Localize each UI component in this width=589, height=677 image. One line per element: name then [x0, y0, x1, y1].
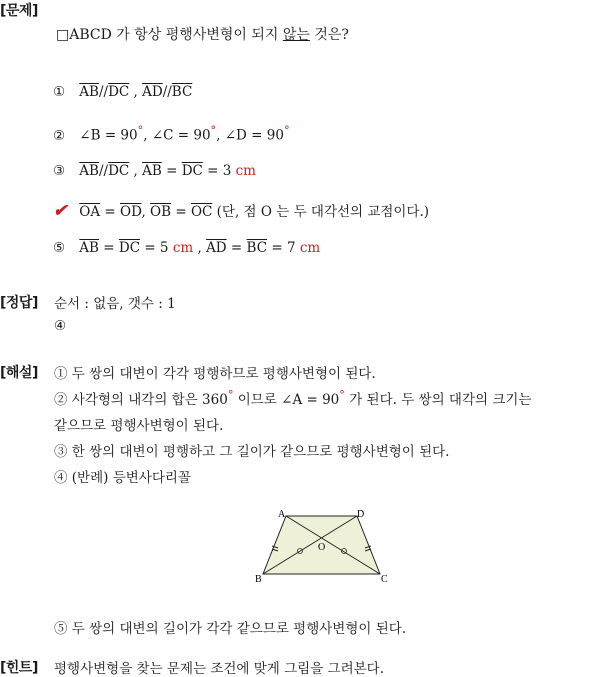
trapezoid-figure: [250, 506, 395, 588]
segment: $\overline{OC}$: [190, 204, 213, 220]
option-number: ②: [53, 127, 66, 144]
option-5: [53, 240, 320, 256]
sep: =: [98, 240, 119, 256]
explanation-line-5: ④ (반례) 등변사다리꼴: [54, 470, 191, 486]
sep: ,: [193, 240, 207, 256]
explanation-tag: [해설]: [0, 365, 38, 381]
segment: $\overline{DC}$: [108, 84, 130, 100]
option-4: [53, 200, 429, 221]
segment: $\overline{DC}$: [108, 163, 130, 179]
option-3: [53, 163, 256, 179]
segment: $\overline{AB}$: [79, 84, 99, 100]
sep: =: [100, 204, 121, 220]
sep: //: [98, 163, 109, 179]
segment: $\overline{AB}$: [142, 163, 162, 179]
question: [56, 24, 349, 44]
degree: °: [227, 388, 234, 402]
hint-text: 평행사변형을 찾는 문제는 조건에 맞게 그림을 그려본다.: [54, 661, 384, 677]
option-number: ①: [53, 84, 66, 100]
explanation-line-2: [54, 388, 531, 408]
segment: $\overline{DC}$: [118, 240, 141, 256]
label-d: D: [357, 509, 365, 520]
segment: $\overline{DC}$: [181, 163, 203, 179]
text: ② 사각형의 내각의 합은 360: [54, 392, 228, 408]
explanation-line-3: 같으므로 평행사변형이 된다.: [54, 418, 224, 434]
sep: ,: [141, 204, 151, 220]
check-icon: ✔: [53, 201, 68, 221]
segment: $\overline{OA}$: [79, 204, 101, 220]
text: ∠B = 90: [79, 127, 138, 144]
answer-tag: [정답]: [0, 295, 38, 311]
segment: $\overline{BC}$: [246, 240, 268, 256]
hint-tag: [힌트]: [0, 660, 38, 676]
sep: =: [226, 240, 247, 256]
sep: ,: [129, 84, 143, 100]
degree: °: [137, 124, 144, 137]
question-post: 것은?: [309, 27, 349, 43]
problem-tag: [문제]: [0, 3, 38, 19]
text: , ∠D = 90: [216, 127, 284, 144]
segment: $\overline{OB}$: [150, 204, 172, 220]
option-number: ③: [53, 163, 66, 179]
question-underline: 않는: [282, 27, 310, 43]
text: 이므로 ∠A = 90: [233, 392, 340, 408]
text: 가 된다. 두 쌍의 대각의 크기는: [344, 392, 532, 408]
text: = 5: [140, 240, 173, 256]
text: = 7: [267, 240, 300, 256]
question-pre: □ABCD 가 항상 평행사변형이 되지: [56, 27, 283, 43]
explanation-line-1: ① 두 쌍의 대변이 각각 평행하므로 평행사변형이 된다.: [54, 366, 376, 382]
unit: cm: [299, 240, 321, 256]
text: = 3: [202, 163, 236, 179]
explanation-line-4: ③ 한 쌍의 대변이 평행하고 그 길이가 같으므로 평행사변형이 된다.: [54, 444, 450, 460]
sep: ,: [129, 163, 143, 179]
segment: $\overline{AB}$: [79, 163, 99, 179]
label-c: C: [381, 574, 388, 585]
degree: °: [283, 124, 290, 137]
label-o: O: [318, 542, 326, 553]
sep: //: [162, 84, 172, 100]
sep: =: [171, 204, 191, 220]
sep: =: [161, 163, 182, 179]
degree: °: [210, 124, 217, 137]
segment: $\overline{AD}$: [206, 240, 227, 256]
label-a: A: [278, 509, 286, 520]
label-b: B: [255, 574, 262, 585]
segment: $\overline{AB}$: [79, 240, 99, 256]
sep: //: [98, 84, 109, 100]
segment: $\overline{AD}$: [142, 84, 163, 100]
option-number: ⑤: [53, 240, 66, 256]
segment: $\overline{OD}$: [120, 204, 142, 220]
segment: $\overline{BC}$: [171, 84, 193, 100]
degree: °: [339, 388, 345, 402]
text: , ∠C = 90: [143, 127, 211, 144]
unit: cm: [172, 240, 194, 256]
option-1: [53, 84, 192, 100]
answer-line-1: 순서 : 없음, 갯수 : 1: [54, 296, 176, 312]
answer-line-2: ④: [54, 318, 67, 334]
unit: cm: [235, 163, 256, 179]
option-2: [53, 124, 290, 144]
text: (단, 점 O 는 두 대각선의 교점이다.): [212, 204, 430, 220]
explanation-line-6: ⑤ 두 쌍의 대변의 길이가 각각 같으므로 평행사변형이 된다.: [54, 621, 407, 637]
